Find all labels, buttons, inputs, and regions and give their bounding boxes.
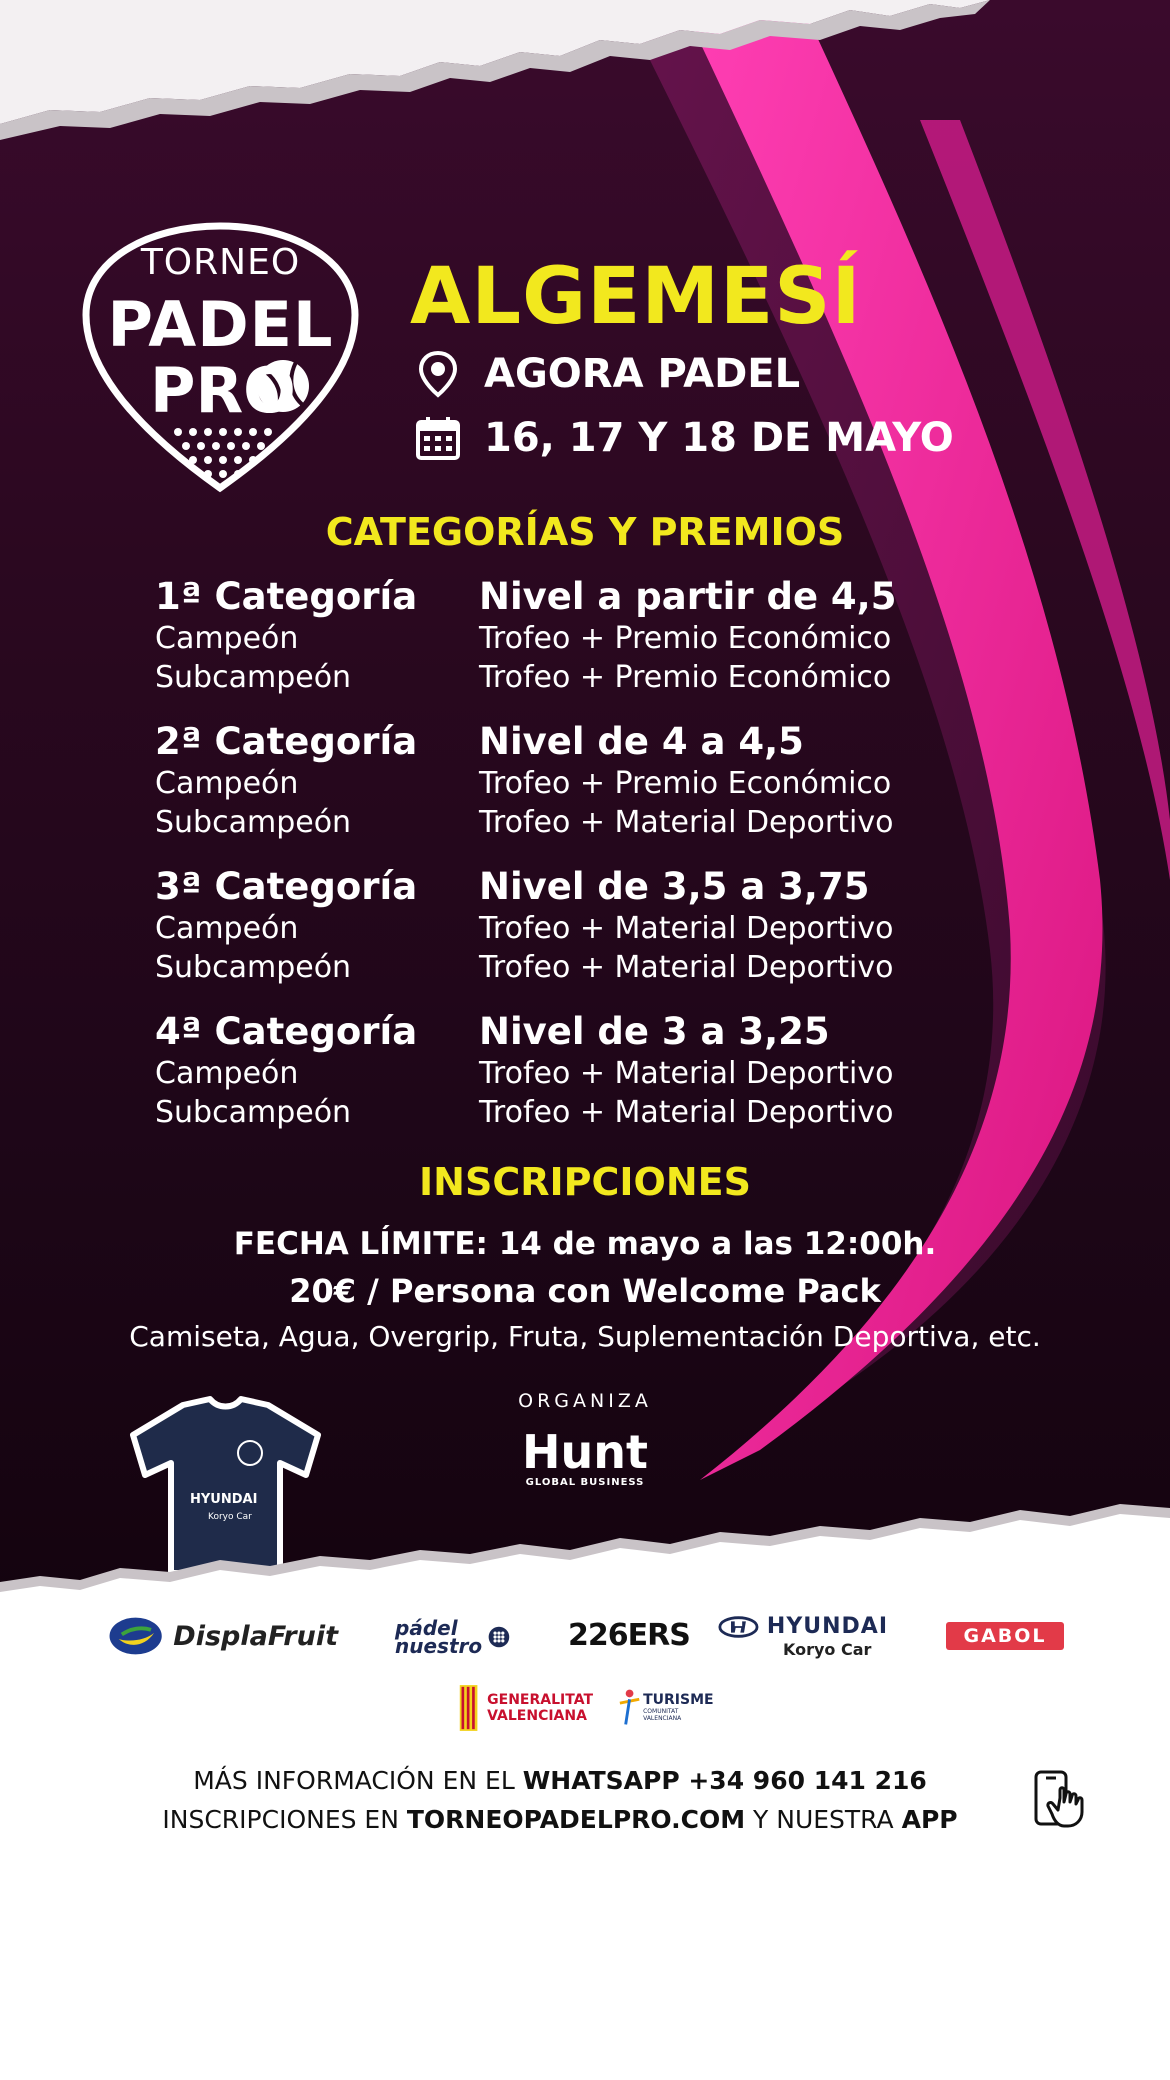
sponsor-hyundai-logo: [718, 1614, 888, 1664]
banana-logo-icon: [108, 1610, 163, 1662]
sponsor-turisme-sub: COMUNITAT VALENCIANA: [643, 1708, 682, 1722]
calendar-icon: [414, 414, 462, 462]
torn-paper-top: [0, 0, 1170, 190]
category-block: [155, 718, 1035, 842]
location-pin-icon: [414, 350, 462, 398]
sponsor-turisme-logo: [616, 1684, 716, 1730]
app-label: APP: [901, 1805, 958, 1834]
sponsor-padel-nuestro-line1: pádel: [395, 1616, 458, 1640]
sponsor-hyundai-name: HYUNDAI: [766, 1614, 888, 1639]
generalitat-shield-icon: [458, 1680, 479, 1736]
info-text: INSCRIPCIONES EN: [162, 1805, 407, 1834]
sponsor-generalitat-line2: VALENCIANA: [487, 1708, 587, 1724]
prize-role: Subcampeón: [155, 660, 352, 695]
hunt-logo-name: Hunt: [522, 1425, 648, 1479]
dates-row: [414, 412, 954, 464]
category-name: 2ª Categoría: [155, 719, 418, 763]
prize-detail: Trofeo + Premio Económico: [479, 660, 892, 695]
venue-row: [414, 348, 800, 400]
sponsor-generalitat-line1: GENERALITAT: [487, 1692, 593, 1708]
prize-role: Campeón: [155, 766, 299, 801]
logo-text-torneo: TORNEO: [140, 242, 301, 283]
prize-detail: Trofeo + Premio Económico: [479, 766, 892, 801]
prize-role: Campeón: [155, 1056, 299, 1091]
sponsor-generalitat-logo: [458, 1680, 593, 1736]
whatsapp-info-line: [0, 1766, 1145, 1795]
city-title: ALGEMESÍ: [410, 252, 862, 342]
category-level: Nivel a partir de 4,5: [479, 574, 897, 618]
category-name: 4ª Categoría: [155, 1009, 418, 1053]
category-block: [155, 863, 1035, 987]
turisme-figure-icon: [616, 1687, 643, 1727]
prize-role: Campeón: [155, 621, 299, 656]
info-text: Y NUESTRA: [745, 1805, 902, 1834]
prize-detail: Trofeo + Material Deportivo: [479, 950, 894, 985]
registration-info-line: [0, 1805, 1145, 1834]
sponsor-226ers-logo: 226ERS: [568, 1618, 690, 1653]
website-link[interactable]: TORNEOPADELPRO.COM: [406, 1805, 746, 1834]
padel-ball-icon: [488, 1620, 510, 1654]
logo-text-padel: PADEL: [107, 288, 334, 361]
sponsor-turisme-name: TURISME: [643, 1692, 714, 1708]
category-name: 1ª Categoría: [155, 574, 418, 618]
category-block: [155, 573, 1035, 697]
prize-detail: Trofeo + Material Deportivo: [479, 1056, 894, 1091]
prize-role: Campeón: [155, 911, 299, 946]
prize-detail: Trofeo + Material Deportivo: [479, 805, 894, 840]
venue-name: AGORA PADEL: [484, 351, 801, 397]
category-block: [155, 1008, 1035, 1132]
hyundai-emblem-icon: [718, 1615, 759, 1639]
torn-paper-bottom: [0, 1480, 1170, 1600]
prize-role: Subcampeón: [155, 950, 352, 985]
organizer-label: ORGANIZA: [518, 1390, 652, 1412]
sponsor-padel-nuestro-line2: nuestro: [395, 1634, 483, 1658]
registration-deadline: FECHA LÍMITE: 14 de mayo a las 12:00h.: [233, 1226, 937, 1262]
prize-role: Subcampeón: [155, 1095, 352, 1130]
registration-price: 20€ / Persona con Welcome Pack: [289, 1272, 881, 1310]
info-text: MÁS INFORMACIÓN EN EL: [193, 1766, 523, 1795]
sponsor-displafruit-name: DisplaFruit: [173, 1620, 338, 1652]
logo-text-pro: PRO: [150, 354, 296, 427]
sponsor-padel-nuestro-logo: [395, 1612, 510, 1662]
welcome-pack-contents: Camiseta, Agua, Overgrip, Fruta, Suplementación Deportiva, etc.: [129, 1320, 1041, 1353]
tshirt-sub: Koryo Car: [208, 1512, 252, 1522]
categories-title: CATEGORÍAS Y PREMIOS: [325, 510, 845, 554]
phone-tap-icon: [1030, 1768, 1092, 1830]
tournament-dates: 16, 17 Y 18 DE MAYO: [484, 415, 954, 461]
category-name: 3ª Categoría: [155, 864, 418, 908]
sponsor-hyundai-sub: Koryo Car: [783, 1640, 872, 1659]
torneo-padel-pro-logo: [78, 220, 363, 495]
category-level: Nivel de 4 a 4,5: [479, 719, 804, 763]
sponsor-displafruit-logo: [108, 1608, 338, 1664]
category-level: Nivel de 3,5 a 3,75: [479, 864, 870, 908]
sponsor-gabol-logo: GABOL: [946, 1622, 1064, 1650]
hunt-logo-tagline: GLOBAL BUSINESS: [525, 1477, 645, 1488]
tshirt-brand: HYUNDAI: [190, 1492, 258, 1507]
prize-role: Subcampeón: [155, 805, 352, 840]
category-level: Nivel de 3 a 3,25: [479, 1009, 830, 1053]
registration-title: INSCRIPCIONES: [419, 1160, 751, 1204]
prize-detail: Trofeo + Material Deportivo: [479, 1095, 894, 1130]
prize-detail: Trofeo + Material Deportivo: [479, 911, 894, 946]
prize-detail: Trofeo + Premio Económico: [479, 621, 892, 656]
whatsapp-number[interactable]: WHATSAPP +34 960 141 216: [522, 1766, 927, 1795]
